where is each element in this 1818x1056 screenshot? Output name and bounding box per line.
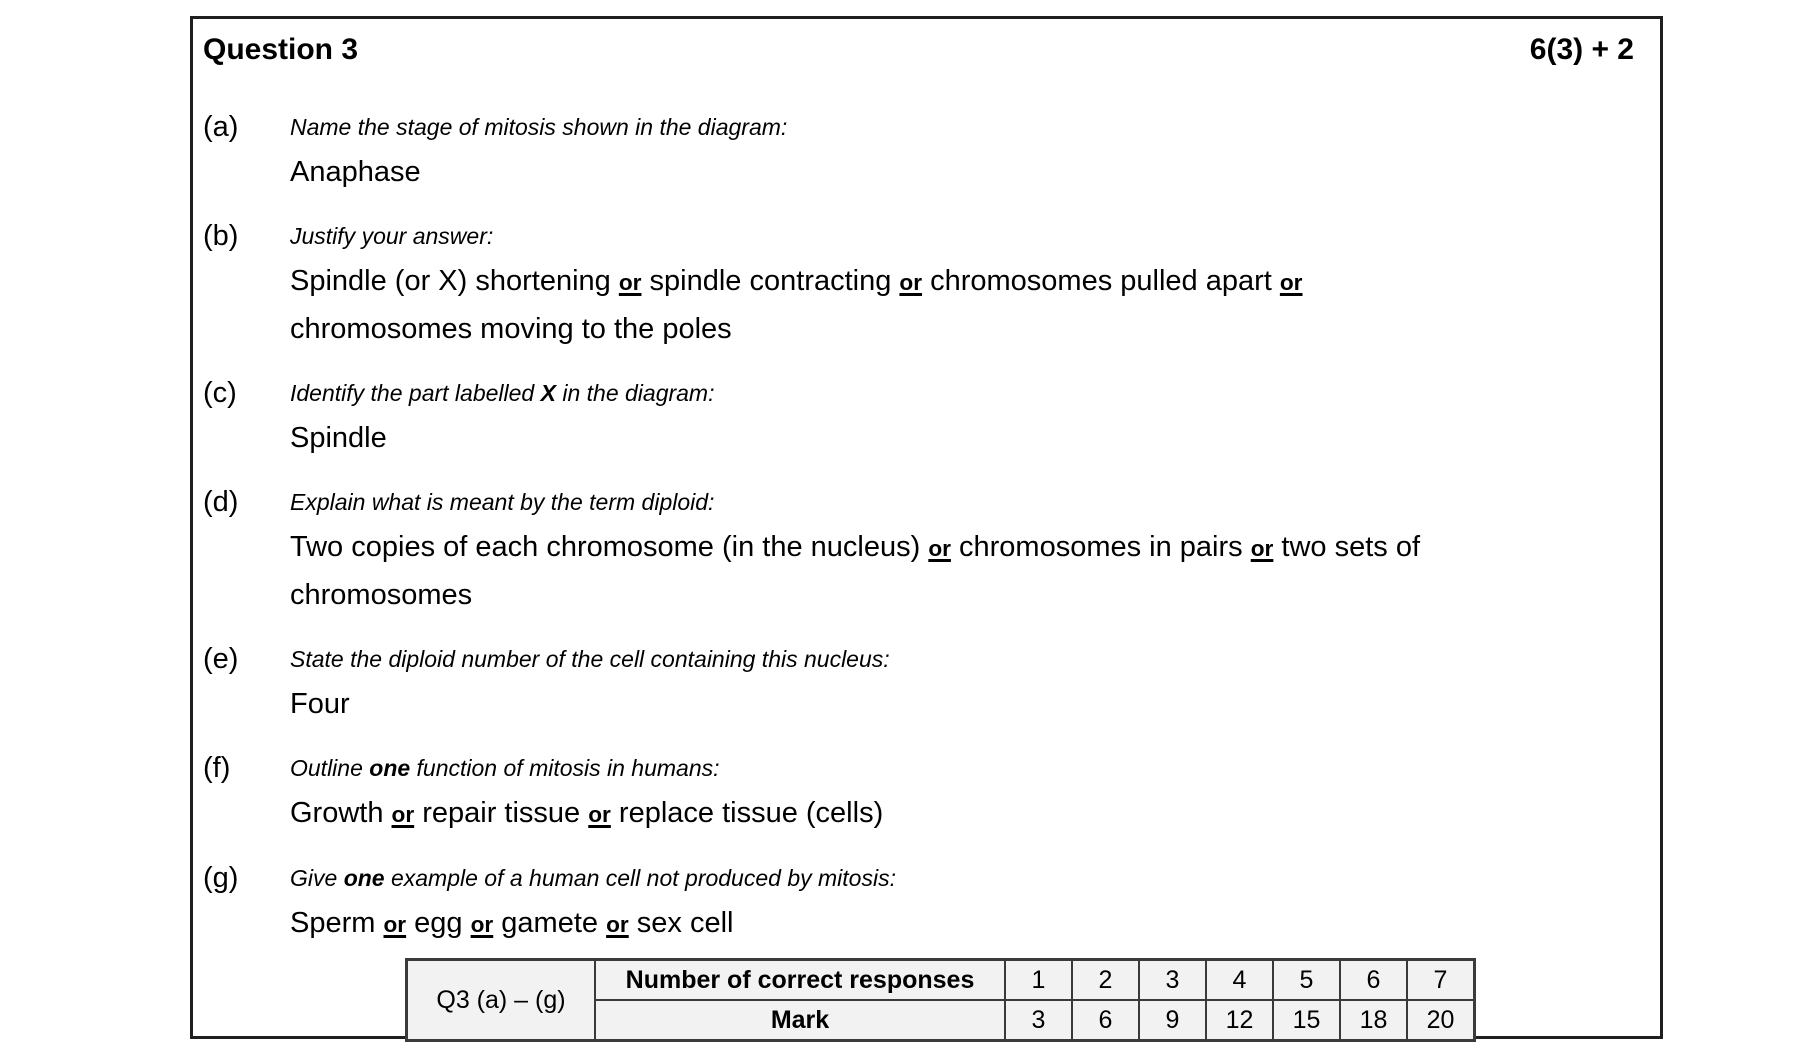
question-part-b — [203, 218, 1640, 353]
part-a-answer: Anaphase — [290, 156, 421, 188]
question-box — [190, 16, 1663, 1039]
table-row-responses — [407, 960, 1475, 1001]
question-part-g — [203, 860, 1640, 948]
table-header-responses: Number of correct responses — [595, 960, 1005, 1001]
part-f-content — [290, 750, 1640, 838]
table-mark-value: 3 — [1005, 1000, 1072, 1041]
table-mark-value: 20 — [1407, 1000, 1475, 1041]
table-response-count: 7 — [1407, 960, 1475, 1001]
part-g-prompt: Give one example of a human cell not produced by mitosis: — [290, 865, 896, 891]
table-question-range: Q3 (a) – (g) — [407, 960, 596, 1041]
part-a-content — [290, 109, 1640, 196]
table-response-count: 2 — [1072, 960, 1139, 1001]
table-response-count: 4 — [1206, 960, 1273, 1001]
table-response-count: 3 — [1139, 960, 1206, 1001]
question-part-e — [203, 641, 1640, 728]
table-mark-value: 18 — [1340, 1000, 1407, 1041]
part-c-content — [290, 375, 1640, 462]
header-row — [203, 29, 1640, 71]
part-f-prompt: Outline one function of mitosis in humans: — [290, 755, 720, 781]
part-b-prompt: Justify your answer: — [290, 223, 494, 249]
part-c-prompt: Identify the part labelled X in the diagram: — [290, 380, 715, 406]
question-part-d — [203, 484, 1640, 619]
table-response-count: 6 — [1340, 960, 1407, 1001]
part-f-answer: Growth or repair tissue or replace tissue (cells) — [290, 797, 884, 829]
part-d-content — [290, 484, 1640, 619]
part-d-label: (d) — [203, 486, 239, 518]
question-part-c — [203, 375, 1640, 462]
part-e-prompt: State the diploid number of the cell containing this nucleus: — [290, 646, 890, 672]
part-b-content — [290, 218, 1640, 353]
part-d-answer: Two copies of each chromosome (in the nucleus) or chromosomes in pairs or two sets of chromosomes — [290, 531, 1421, 611]
part-d-prompt: Explain what is meant by the term diploid: — [290, 489, 715, 515]
table-response-count: 1 — [1005, 960, 1072, 1001]
table-header-mark: Mark — [595, 1000, 1005, 1041]
part-e-content — [290, 641, 1640, 728]
question-title: Question 3 — [203, 33, 359, 66]
part-g-answer: Sperm or egg or gamete or sex cell — [290, 907, 734, 939]
part-g-content — [290, 860, 1640, 948]
table-response-count: 5 — [1273, 960, 1340, 1001]
question-part-f — [203, 750, 1640, 838]
part-b-answer: Spindle (or X) shortening or spindle contracting or chromosomes pulled apart or chromosomes moving to the poles — [290, 265, 1303, 345]
marks-table — [405, 958, 1476, 1042]
part-c-answer: Spindle — [290, 422, 387, 454]
part-e-answer: Four — [290, 688, 350, 720]
part-f-label: (f) — [203, 752, 231, 784]
marks-total: 6(3) + 2 — [1529, 33, 1634, 66]
part-g-label: (g) — [203, 862, 239, 894]
table-mark-value: 12 — [1206, 1000, 1273, 1041]
question-part-a — [203, 109, 1640, 196]
part-a-label: (a) — [203, 111, 239, 143]
part-b-label: (b) — [203, 220, 239, 252]
table-mark-value: 15 — [1273, 1000, 1340, 1041]
table-mark-value: 6 — [1072, 1000, 1139, 1041]
part-c-label: (c) — [203, 377, 237, 409]
part-e-label: (e) — [203, 643, 239, 675]
part-a-prompt: Name the stage of mitosis shown in the diagram: — [290, 114, 788, 140]
table-mark-value: 9 — [1139, 1000, 1206, 1041]
